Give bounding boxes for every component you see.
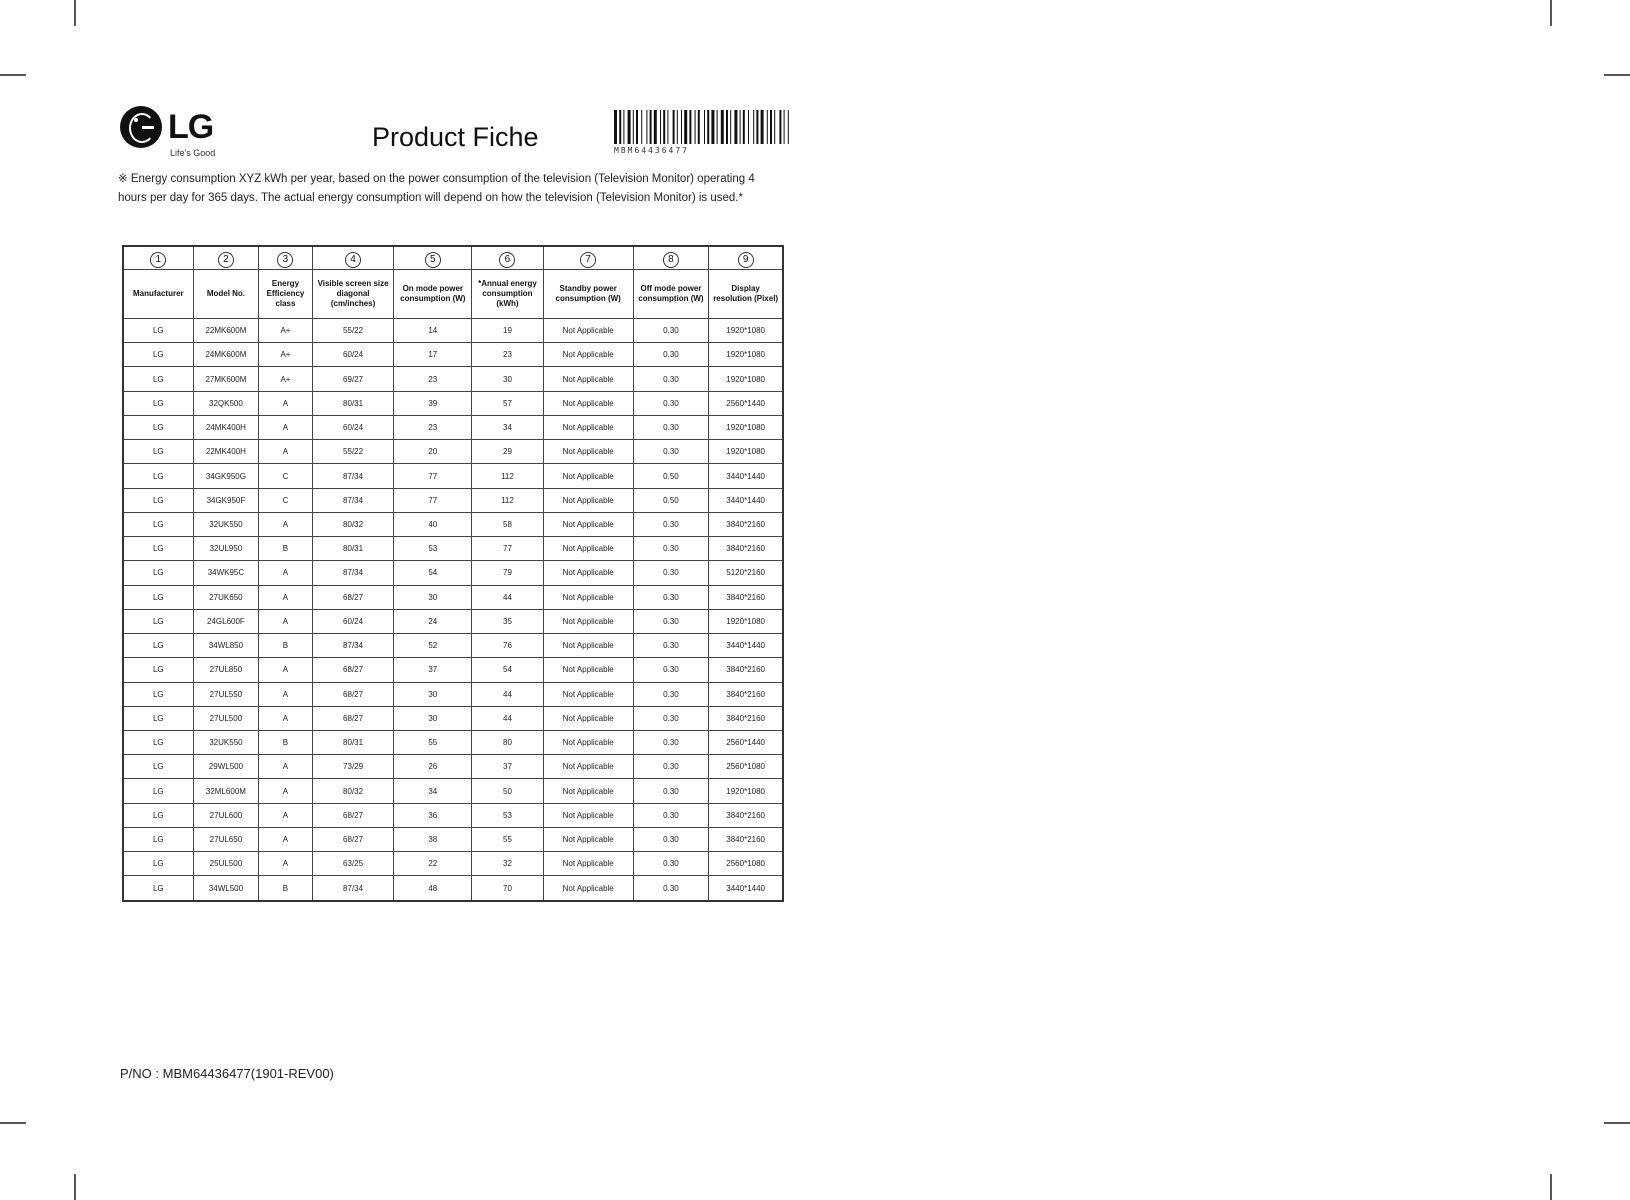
table-cell: 57 bbox=[472, 391, 544, 415]
table-cell: LG bbox=[123, 730, 193, 754]
table-cell: 19 bbox=[472, 319, 544, 343]
table-cell: Not Applicable bbox=[543, 803, 633, 827]
table-cell: LG bbox=[123, 779, 193, 803]
table-cell: 2560*1440 bbox=[709, 730, 783, 754]
column-number-row bbox=[123, 246, 783, 270]
table-cell: 68/27 bbox=[312, 706, 394, 730]
table-row bbox=[123, 634, 783, 658]
column-number-cell bbox=[472, 246, 544, 270]
table-cell: 80 bbox=[472, 730, 544, 754]
crop-mark-left-upper bbox=[0, 74, 26, 76]
table-row bbox=[123, 367, 783, 391]
logo-wordmark: LG bbox=[168, 108, 214, 146]
table-cell: 44 bbox=[472, 682, 544, 706]
table-cell: 0.50 bbox=[633, 464, 709, 488]
table-cell: Not Applicable bbox=[543, 658, 633, 682]
table-row bbox=[123, 803, 783, 827]
table-cell: Not Applicable bbox=[543, 512, 633, 536]
table-cell: 44 bbox=[472, 706, 544, 730]
table-cell: B bbox=[259, 537, 312, 561]
table-row bbox=[123, 415, 783, 439]
table-cell: 34GK950F bbox=[193, 488, 259, 512]
table-cell: 69/27 bbox=[312, 367, 394, 391]
table-cell: A bbox=[259, 706, 312, 730]
table-row bbox=[123, 682, 783, 706]
table-cell: Not Applicable bbox=[543, 682, 633, 706]
column-number-cell bbox=[543, 246, 633, 270]
column-number-cell bbox=[394, 246, 472, 270]
column-header: Off mode power consumption (W) bbox=[633, 270, 709, 319]
table-cell: 60/24 bbox=[312, 343, 394, 367]
table-cell: 3840*2160 bbox=[709, 803, 783, 827]
table-cell: C bbox=[259, 488, 312, 512]
table-cell: A bbox=[259, 440, 312, 464]
table-cell: 80/31 bbox=[312, 391, 394, 415]
page-title: Product Fiche bbox=[372, 122, 539, 152]
column-header: Standby power consumption (W) bbox=[543, 270, 633, 319]
table-row bbox=[123, 561, 783, 585]
table-cell: 30 bbox=[394, 682, 472, 706]
table-cell: 3440*1440 bbox=[709, 464, 783, 488]
crop-mark-bottom-right bbox=[1550, 1174, 1552, 1200]
table-cell: Not Applicable bbox=[543, 827, 633, 851]
table-cell: 34 bbox=[394, 779, 472, 803]
table-cell: 0.30 bbox=[633, 682, 709, 706]
table-cell: 27MK600M bbox=[193, 367, 259, 391]
table-cell: 32UK550 bbox=[193, 512, 259, 536]
column-number: 2 bbox=[218, 252, 234, 268]
table-row bbox=[123, 876, 783, 901]
table-cell: 36 bbox=[394, 803, 472, 827]
table-cell: 25UL500 bbox=[193, 852, 259, 876]
table-row bbox=[123, 852, 783, 876]
table-cell: 3840*2160 bbox=[709, 827, 783, 851]
table-cell: 80/31 bbox=[312, 730, 394, 754]
table-cell: A bbox=[259, 779, 312, 803]
table-cell: 80/32 bbox=[312, 779, 394, 803]
table-cell: 1920*1080 bbox=[709, 343, 783, 367]
table-cell: 87/34 bbox=[312, 561, 394, 585]
table-cell: Not Applicable bbox=[543, 852, 633, 876]
table-cell: 0.30 bbox=[633, 415, 709, 439]
table-cell: 3840*2160 bbox=[709, 537, 783, 561]
table-cell: 32ML600M bbox=[193, 779, 259, 803]
table-cell: 27UL550 bbox=[193, 682, 259, 706]
column-number: 5 bbox=[425, 252, 441, 268]
table-cell: A bbox=[259, 512, 312, 536]
table-cell: LG bbox=[123, 561, 193, 585]
table-cell: 24MK400H bbox=[193, 415, 259, 439]
table-cell: LG bbox=[123, 367, 193, 391]
table-cell: 87/34 bbox=[312, 464, 394, 488]
table-cell: B bbox=[259, 730, 312, 754]
table-cell: LG bbox=[123, 827, 193, 851]
table-cell: 17 bbox=[394, 343, 472, 367]
table-cell: 38 bbox=[394, 827, 472, 851]
table-cell: 22 bbox=[394, 852, 472, 876]
column-number-cell bbox=[709, 246, 783, 270]
table-cell: Not Applicable bbox=[543, 391, 633, 415]
table-row bbox=[123, 464, 783, 488]
table-cell: A bbox=[259, 561, 312, 585]
table-cell: B bbox=[259, 634, 312, 658]
table-cell: Not Applicable bbox=[543, 585, 633, 609]
table-cell: A+ bbox=[259, 367, 312, 391]
table-cell: 60/24 bbox=[312, 609, 394, 633]
table-cell: Not Applicable bbox=[543, 609, 633, 633]
table-cell: 48 bbox=[394, 876, 472, 901]
table-cell: A bbox=[259, 803, 312, 827]
column-number: 8 bbox=[663, 252, 679, 268]
table-cell: 0.30 bbox=[633, 537, 709, 561]
table-row bbox=[123, 391, 783, 415]
table-cell: LG bbox=[123, 634, 193, 658]
table-row bbox=[123, 730, 783, 754]
table-cell: LG bbox=[123, 415, 193, 439]
table-cell: 22MK600M bbox=[193, 319, 259, 343]
table-cell: 0.30 bbox=[633, 343, 709, 367]
table-cell: 0.30 bbox=[633, 440, 709, 464]
logo-tagline: Life's Good bbox=[170, 148, 216, 158]
table-cell: 30 bbox=[394, 585, 472, 609]
column-number-cell bbox=[193, 246, 259, 270]
table-cell: 3840*2160 bbox=[709, 658, 783, 682]
table-cell: 35 bbox=[472, 609, 544, 633]
table-cell: Not Applicable bbox=[543, 343, 633, 367]
table-cell: 3840*2160 bbox=[709, 682, 783, 706]
table-cell: 0.30 bbox=[633, 512, 709, 536]
table-cell: 32UK550 bbox=[193, 730, 259, 754]
table-cell: 68/27 bbox=[312, 585, 394, 609]
table-cell: 37 bbox=[394, 658, 472, 682]
table-cell: 0.30 bbox=[633, 391, 709, 415]
table-cell: Not Applicable bbox=[543, 415, 633, 439]
table-cell: A bbox=[259, 682, 312, 706]
table-cell: 68/27 bbox=[312, 682, 394, 706]
barcode bbox=[614, 110, 792, 158]
table-cell: 27UL850 bbox=[193, 658, 259, 682]
table-cell: Not Applicable bbox=[543, 367, 633, 391]
table-cell: A bbox=[259, 852, 312, 876]
column-number: 7 bbox=[580, 252, 596, 268]
table-cell: Not Applicable bbox=[543, 464, 633, 488]
lg-logo bbox=[120, 106, 230, 162]
column-header: On mode power consumption (W) bbox=[394, 270, 472, 319]
table-cell: 34WL850 bbox=[193, 634, 259, 658]
column-header: Energy Efficiency class bbox=[259, 270, 312, 319]
table-cell: Not Applicable bbox=[543, 634, 633, 658]
table-row bbox=[123, 755, 783, 779]
table-cell: 55 bbox=[472, 827, 544, 851]
table-cell: 23 bbox=[472, 343, 544, 367]
table-cell: 0.30 bbox=[633, 779, 709, 803]
lg-face-icon bbox=[120, 106, 162, 148]
table-cell: 2560*1080 bbox=[709, 755, 783, 779]
table-cell: Not Applicable bbox=[543, 537, 633, 561]
table-cell: 0.30 bbox=[633, 658, 709, 682]
crop-mark-top-left bbox=[74, 0, 76, 26]
table-cell: 44 bbox=[472, 585, 544, 609]
table-cell: 22MK400H bbox=[193, 440, 259, 464]
column-header: Manufacturer bbox=[123, 270, 193, 319]
column-number: 6 bbox=[499, 252, 515, 268]
table-cell: 50 bbox=[472, 779, 544, 803]
column-header: Model No. bbox=[193, 270, 259, 319]
table-cell: A bbox=[259, 609, 312, 633]
table-cell: 60/24 bbox=[312, 415, 394, 439]
table-cell: Not Applicable bbox=[543, 779, 633, 803]
table-cell: 5120*2160 bbox=[709, 561, 783, 585]
table-cell: 53 bbox=[394, 537, 472, 561]
table-cell: 68/27 bbox=[312, 827, 394, 851]
crop-mark-right-lower bbox=[1604, 1122, 1630, 1124]
table-cell: 55/22 bbox=[312, 319, 394, 343]
crop-mark-left-lower bbox=[0, 1122, 26, 1124]
table-cell: 20 bbox=[394, 440, 472, 464]
table-row bbox=[123, 319, 783, 343]
column-number-cell bbox=[633, 246, 709, 270]
table-cell: 1920*1080 bbox=[709, 779, 783, 803]
table-row bbox=[123, 488, 783, 512]
table-cell: 0.30 bbox=[633, 730, 709, 754]
part-number: P/NO : MBM64436477(1901-REV00) bbox=[120, 1066, 334, 1081]
column-header-row bbox=[123, 270, 783, 319]
table-cell: 24GL600F bbox=[193, 609, 259, 633]
table-cell: 87/34 bbox=[312, 634, 394, 658]
table-cell: 3440*1440 bbox=[709, 634, 783, 658]
table-cell: 3840*2160 bbox=[709, 585, 783, 609]
table-cell: 27UL600 bbox=[193, 803, 259, 827]
table-cell: LG bbox=[123, 537, 193, 561]
table-cell: LG bbox=[123, 464, 193, 488]
table-cell: A+ bbox=[259, 319, 312, 343]
table-cell: 37 bbox=[472, 755, 544, 779]
table-cell: 1920*1080 bbox=[709, 319, 783, 343]
product-fiche-table bbox=[122, 245, 784, 902]
table-cell: 32QK500 bbox=[193, 391, 259, 415]
table-cell: 23 bbox=[394, 415, 472, 439]
table-cell: 77 bbox=[394, 488, 472, 512]
table-cell: 34GK950G bbox=[193, 464, 259, 488]
table-cell: LG bbox=[123, 876, 193, 901]
table-cell: 34WL500 bbox=[193, 876, 259, 901]
table-cell: 1920*1080 bbox=[709, 440, 783, 464]
table-cell: 1920*1080 bbox=[709, 367, 783, 391]
table-cell: 63/25 bbox=[312, 852, 394, 876]
energy-note: ※ Energy consumption XYZ kWh per year, based on the power consumption of the television (Television Monitor) operating 4 hours per day for 365 days. The actual energy consumption will depend on how the television (Television Monitor) is used.* bbox=[118, 173, 755, 204]
table-cell: 0.30 bbox=[633, 706, 709, 730]
table-cell: 0.30 bbox=[633, 609, 709, 633]
table-cell: 40 bbox=[394, 512, 472, 536]
table-cell: Not Applicable bbox=[543, 488, 633, 512]
table-cell: 34 bbox=[472, 415, 544, 439]
table-cell: C bbox=[259, 464, 312, 488]
barcode-bars-icon bbox=[614, 110, 792, 146]
table-cell: 30 bbox=[394, 706, 472, 730]
table-cell: 27UL650 bbox=[193, 827, 259, 851]
table-cell: Not Applicable bbox=[543, 755, 633, 779]
table-cell: 2560*1080 bbox=[709, 852, 783, 876]
table-cell: 0.30 bbox=[633, 852, 709, 876]
table-row bbox=[123, 343, 783, 367]
crop-mark-bottom-left bbox=[74, 1174, 76, 1200]
table-cell: LG bbox=[123, 391, 193, 415]
table-cell: LG bbox=[123, 682, 193, 706]
table-row bbox=[123, 827, 783, 851]
table-cell: A bbox=[259, 415, 312, 439]
table-cell: 87/34 bbox=[312, 876, 394, 901]
table-cell: 52 bbox=[394, 634, 472, 658]
table-cell: 77 bbox=[472, 537, 544, 561]
table-cell: 32UL950 bbox=[193, 537, 259, 561]
table-cell: 24 bbox=[394, 609, 472, 633]
table-cell: LG bbox=[123, 440, 193, 464]
crop-mark-right-upper bbox=[1604, 74, 1630, 76]
table-cell: 0.30 bbox=[633, 827, 709, 851]
table-cell: Not Applicable bbox=[543, 876, 633, 901]
table-cell: 80/32 bbox=[312, 512, 394, 536]
table-cell: 23 bbox=[394, 367, 472, 391]
column-number-cell bbox=[259, 246, 312, 270]
column-number: 1 bbox=[150, 252, 166, 268]
column-number-cell bbox=[123, 246, 193, 270]
column-header: Display resolution (Pixel) bbox=[709, 270, 783, 319]
table-cell: 0.30 bbox=[633, 634, 709, 658]
barcode-digits: MBM64436477 bbox=[614, 146, 689, 155]
table-cell: 79 bbox=[472, 561, 544, 585]
table-cell: LG bbox=[123, 755, 193, 779]
table-cell: 0.30 bbox=[633, 319, 709, 343]
table-cell: A bbox=[259, 585, 312, 609]
table-cell: 27UL500 bbox=[193, 706, 259, 730]
table-cell: LG bbox=[123, 512, 193, 536]
table-cell: 34WK95C bbox=[193, 561, 259, 585]
table-cell: Not Applicable bbox=[543, 440, 633, 464]
table-row bbox=[123, 609, 783, 633]
table-cell: 77 bbox=[394, 464, 472, 488]
table-cell: 0.30 bbox=[633, 561, 709, 585]
table-cell: 68/27 bbox=[312, 803, 394, 827]
table-cell: A bbox=[259, 827, 312, 851]
table-cell: LG bbox=[123, 658, 193, 682]
table-cell: 0.50 bbox=[633, 488, 709, 512]
table-cell: 26 bbox=[394, 755, 472, 779]
table-cell: 3840*2160 bbox=[709, 512, 783, 536]
fiche-body bbox=[123, 319, 783, 902]
table-cell: 39 bbox=[394, 391, 472, 415]
table-cell: A+ bbox=[259, 343, 312, 367]
table-cell: Not Applicable bbox=[543, 561, 633, 585]
table-cell: 0.30 bbox=[633, 585, 709, 609]
table-cell: 112 bbox=[472, 464, 544, 488]
table-cell: 70 bbox=[472, 876, 544, 901]
table-cell: 1920*1080 bbox=[709, 609, 783, 633]
table-cell: B bbox=[259, 876, 312, 901]
table-cell: 24MK600M bbox=[193, 343, 259, 367]
table-cell: 32 bbox=[472, 852, 544, 876]
table-row bbox=[123, 779, 783, 803]
table-cell: 3440*1440 bbox=[709, 876, 783, 901]
table-row bbox=[123, 658, 783, 682]
table-cell: LG bbox=[123, 706, 193, 730]
table-cell: 76 bbox=[472, 634, 544, 658]
table-cell: 73/29 bbox=[312, 755, 394, 779]
column-header: Visible screen size diagonal (cm/inches) bbox=[312, 270, 394, 319]
table-cell: 3840*2160 bbox=[709, 706, 783, 730]
table-cell: LG bbox=[123, 319, 193, 343]
table-cell: 1920*1080 bbox=[709, 415, 783, 439]
table-cell: 55 bbox=[394, 730, 472, 754]
table-row bbox=[123, 512, 783, 536]
table-cell: 27UK650 bbox=[193, 585, 259, 609]
table-cell: 68/27 bbox=[312, 658, 394, 682]
table-cell: 54 bbox=[472, 658, 544, 682]
table-row bbox=[123, 706, 783, 730]
column-header: *Annual energy consumption (kWh) bbox=[472, 270, 544, 319]
column-number: 9 bbox=[738, 252, 754, 268]
column-number: 3 bbox=[277, 252, 293, 268]
table-cell: 80/31 bbox=[312, 537, 394, 561]
table-cell: 0.30 bbox=[633, 876, 709, 901]
table-cell: A bbox=[259, 391, 312, 415]
table-row bbox=[123, 537, 783, 561]
table-cell: LG bbox=[123, 609, 193, 633]
table-cell: 3440*1440 bbox=[709, 488, 783, 512]
table-cell: 2560*1440 bbox=[709, 391, 783, 415]
table-cell: 29 bbox=[472, 440, 544, 464]
table-cell: LG bbox=[123, 803, 193, 827]
table-row bbox=[123, 585, 783, 609]
table-cell: 55/22 bbox=[312, 440, 394, 464]
table-cell: LG bbox=[123, 343, 193, 367]
table-cell: LG bbox=[123, 852, 193, 876]
table-cell: A bbox=[259, 658, 312, 682]
table-cell: 0.30 bbox=[633, 803, 709, 827]
table-cell: LG bbox=[123, 585, 193, 609]
table-cell: Not Applicable bbox=[543, 706, 633, 730]
table-cell: 87/34 bbox=[312, 488, 394, 512]
table-cell: 54 bbox=[394, 561, 472, 585]
table-cell: 0.30 bbox=[633, 755, 709, 779]
table-cell: A bbox=[259, 755, 312, 779]
table-cell: 53 bbox=[472, 803, 544, 827]
table-cell: 30 bbox=[472, 367, 544, 391]
table-cell: 0.30 bbox=[633, 367, 709, 391]
table-cell: 14 bbox=[394, 319, 472, 343]
table-row bbox=[123, 440, 783, 464]
table-cell: Not Applicable bbox=[543, 730, 633, 754]
column-number-cell bbox=[312, 246, 394, 270]
table-cell: LG bbox=[123, 488, 193, 512]
crop-mark-top-right bbox=[1550, 0, 1552, 26]
table-cell: 29WL500 bbox=[193, 755, 259, 779]
column-number: 4 bbox=[345, 252, 361, 268]
table-cell: Not Applicable bbox=[543, 319, 633, 343]
table-cell: 112 bbox=[472, 488, 544, 512]
table-cell: 58 bbox=[472, 512, 544, 536]
